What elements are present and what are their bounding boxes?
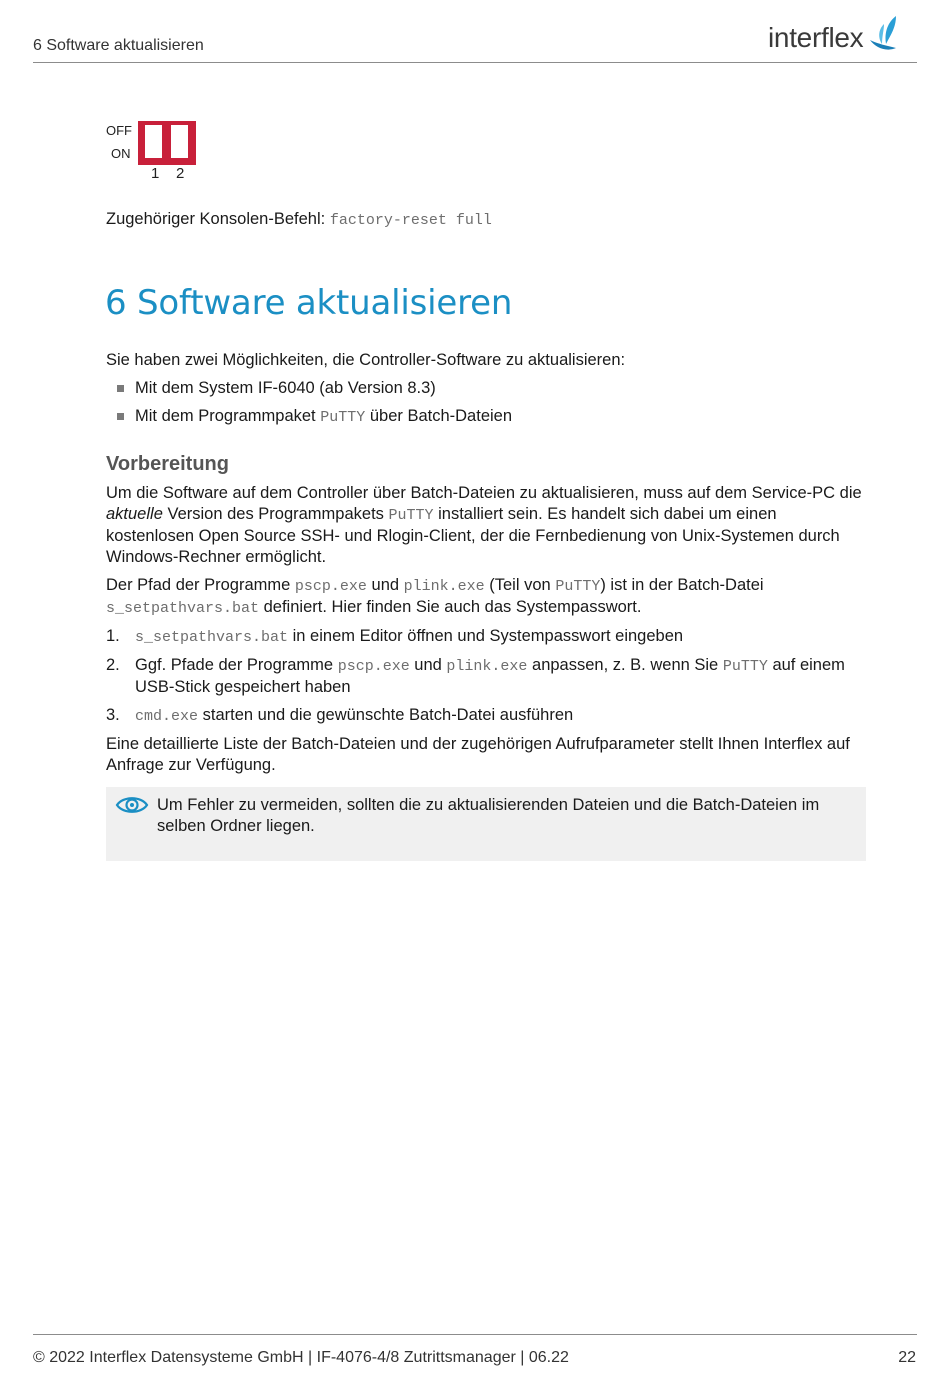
dip-on-label: ON <box>111 146 131 161</box>
list-item: 2. Ggf. Pfade der Programme pscp.exe und plink.exe anpassen, z. B. wenn Sie PuTTY auf einem USB-Stick gespeichert haben <box>106 656 845 696</box>
dip-switch-diagram <box>106 120 216 184</box>
header-rule <box>33 62 917 63</box>
bullet-square-icon <box>117 413 124 420</box>
dip-off-label: OFF <box>106 123 132 138</box>
note-text: Um Fehler zu vermeiden, sollten die zu aktualisierenden Dateien und die Batch-Dateien im selben Ordner liegen. <box>157 796 820 835</box>
logo-wordmark: interflex <box>768 22 864 53</box>
section-heading: 6 Software aktualisieren <box>105 283 513 323</box>
eye-icon <box>115 794 149 816</box>
interflex-logo <box>768 14 900 54</box>
preparation-paragraph: Um die Software auf dem Controller über Batch-Dateien zu aktualisieren, muss auf dem Service-PC die aktuelle Version des Programmpakets PuTTY installiert sein. Es handelt sich dabei um einen kostenlosen Open Source SSH- und Rlogin-Client, der die Fernbedienung von Unix-Systemen durch Windows-Rechner ermöglicht. <box>106 484 862 566</box>
running-header-title: 6 Software aktualisieren <box>33 37 204 54</box>
batch-list-paragraph: Eine detaillierte Liste der Batch-Dateien und der zugehörigen Aufrufparameter stellt Ihnen Interflex auf Anfrage zur Verfügung. <box>106 735 850 774</box>
list-item: Mit dem System IF-6040 (ab Version 8.3) <box>106 378 866 399</box>
footer-rule <box>33 1334 917 1335</box>
dip-switch-number-1: 1 <box>151 165 160 182</box>
note-box <box>106 787 866 861</box>
interflex-logo-mark-icon <box>866 14 900 54</box>
dip-switch-graphic <box>138 121 196 165</box>
console-label: Zugehöriger Konsolen-Befehl: <box>106 210 326 228</box>
dip-switch-number-2: 2 <box>176 165 185 182</box>
footer-copyright: © 2022 Interflex Datensysteme GmbH | IF-4076-4/8 Zutrittsmanager | 06.22 <box>33 1349 569 1366</box>
bullet-square-icon <box>117 385 124 392</box>
list-item: Mit dem Programmpaket PuTTY über Batch-Dateien <box>106 406 866 428</box>
list-item: 1. s_setpathvars.bat in einem Editor öffnen und Systempasswort eingeben <box>106 627 684 646</box>
subheading-preparation: Vorbereitung <box>106 453 229 475</box>
console-command-line <box>106 210 492 229</box>
section-body <box>106 350 866 861</box>
path-paragraph: Der Pfad der Programme pscp.exe und plink.exe (Teil von PuTTY) ist in der Batch-Datei s_setpathvars.bat definiert. Hier finden Sie auch das Systempasswort. <box>106 576 764 617</box>
options-list <box>106 378 866 428</box>
steps-list <box>106 626 866 727</box>
console-command: factory-reset full <box>329 212 492 229</box>
intro-paragraph: Sie haben zwei Möglichkeiten, die Controller-Software zu aktualisieren: <box>106 351 626 369</box>
list-item: 3. cmd.exe starten und die gewünschte Batch-Datei ausführen <box>106 706 574 725</box>
page-number: 22 <box>898 1349 916 1366</box>
